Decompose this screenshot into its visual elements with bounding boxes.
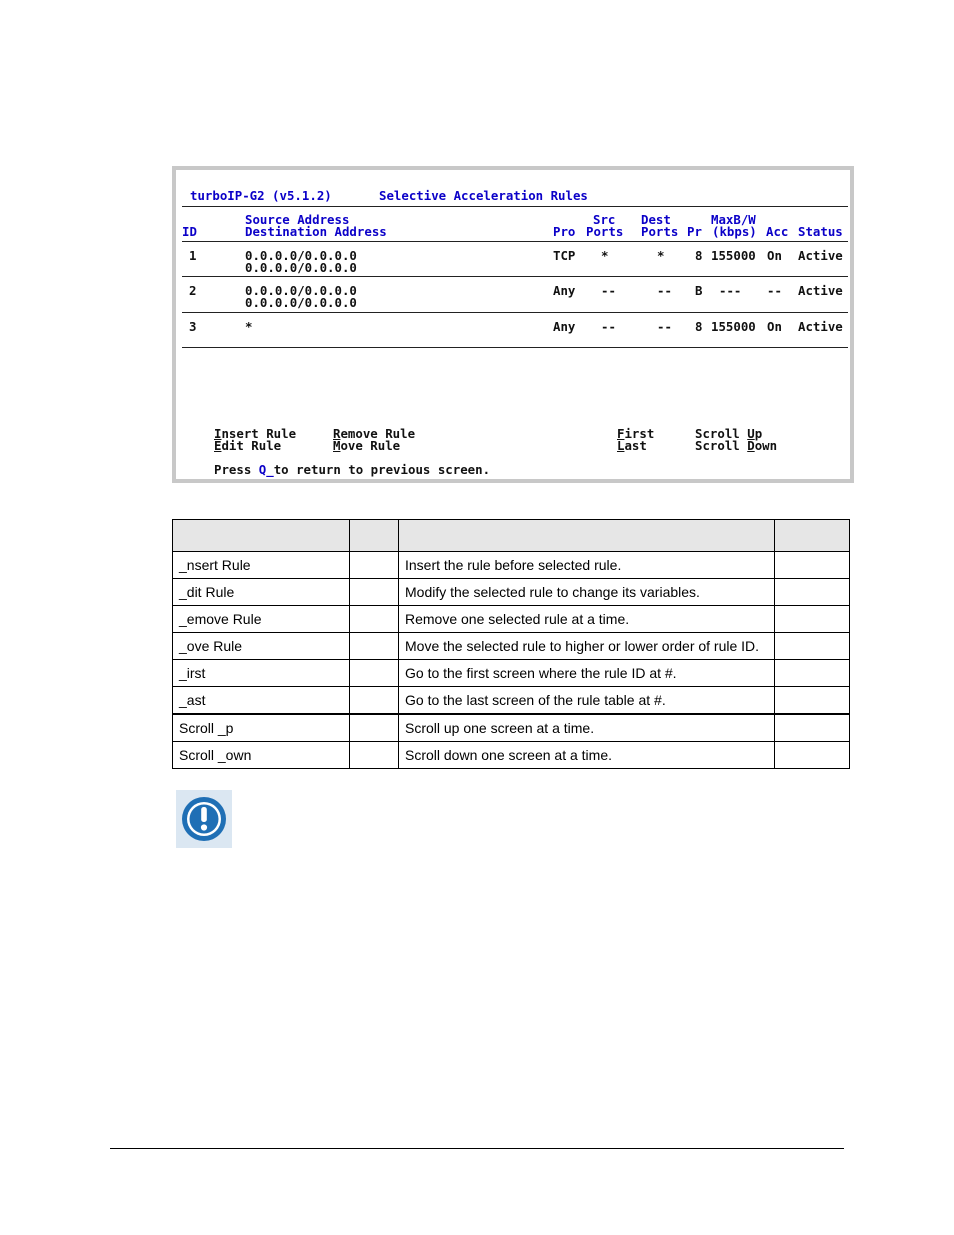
hotkey-d: D xyxy=(747,438,755,453)
rule-id[interactable]: 2 xyxy=(189,283,197,298)
menu-label: dit Rule xyxy=(221,438,282,453)
rule-id[interactable]: 3 xyxy=(189,319,197,334)
header-src: Src xyxy=(593,212,616,227)
rule-max-bandwidth: 155000 xyxy=(711,319,756,334)
command-description: Scroll down one screen at a time. xyxy=(399,742,775,769)
table-row xyxy=(173,660,850,687)
title-divider xyxy=(182,206,848,207)
command-key xyxy=(350,552,399,579)
hotkey-f: F xyxy=(617,426,625,441)
command-name: _dit Rule xyxy=(173,579,350,606)
command-key xyxy=(350,606,399,633)
important-exclamation-icon xyxy=(176,790,232,848)
rule-acceleration: -- xyxy=(767,283,782,298)
hotkey-l: L xyxy=(617,438,625,453)
table-row xyxy=(173,633,850,660)
command-key xyxy=(350,714,399,742)
terminal-title: turboIP-G2 (v5.1.2) xyxy=(190,188,332,203)
rule-source-address: 0.0.0.0/0.0.0.0 xyxy=(245,248,357,263)
rule-acceleration: On xyxy=(767,319,782,334)
prompt-text: to return to previous screen. xyxy=(273,462,491,477)
header-divider xyxy=(182,241,848,242)
rule-priority: B xyxy=(695,283,703,298)
header-pr: Pr xyxy=(687,224,702,239)
rule-priority: 8 xyxy=(695,248,703,263)
command-extra xyxy=(775,606,850,633)
rule-status: Active xyxy=(798,319,843,334)
table-row xyxy=(173,714,850,742)
command-name: _nsert Rule xyxy=(173,552,350,579)
hotkey-e: E xyxy=(214,438,222,453)
cursor: _ xyxy=(266,462,274,477)
command-description: Insert the rule before selected rule. xyxy=(399,552,775,579)
rule-id[interactable]: 1 xyxy=(189,248,197,263)
rule-source-address: * xyxy=(245,319,253,334)
rule-acceleration: On xyxy=(767,248,782,263)
terminal-screen xyxy=(176,170,850,479)
command-name: _irst xyxy=(173,660,350,687)
header-acc: Acc xyxy=(766,224,789,239)
footer-rule xyxy=(110,1148,844,1149)
rule-src-ports: -- xyxy=(601,283,616,298)
hotkey-u: U xyxy=(747,426,755,441)
command-key xyxy=(350,579,399,606)
command-name: _emove Rule xyxy=(173,606,350,633)
rule-status: Active xyxy=(798,248,843,263)
rule-max-bandwidth: 155000 xyxy=(711,248,756,263)
command-extra xyxy=(775,714,850,742)
command-description: Remove one selected rule at a time. xyxy=(399,606,775,633)
command-description: Scroll up one screen at a time. xyxy=(399,714,775,742)
rule-dest-ports: -- xyxy=(657,283,672,298)
header-kbps: (kbps) xyxy=(712,224,757,239)
command-description: Go to the first screen where the rule ID at #. xyxy=(399,660,775,687)
table-header-row xyxy=(173,520,850,552)
header-maxbw: MaxB/W xyxy=(711,212,756,227)
hotkey-m: M xyxy=(333,438,341,453)
command-extra xyxy=(775,633,850,660)
header-cell xyxy=(173,520,350,552)
menu-label: p xyxy=(754,426,763,441)
command-description: Go to the last screen of the rule table at #. xyxy=(399,687,775,715)
rule-dest-ports: -- xyxy=(657,319,672,334)
menu-label: ast xyxy=(624,438,647,453)
menu-label: nsert Rule xyxy=(221,426,297,441)
menu-edit-rule[interactable] xyxy=(214,440,281,452)
command-key xyxy=(350,660,399,687)
terminal-screenshot xyxy=(172,166,854,483)
table-bottom-divider xyxy=(182,347,848,348)
rule-protocol: Any xyxy=(553,319,576,334)
header-source-address: Source Address xyxy=(245,212,350,227)
command-key xyxy=(350,633,399,660)
screen-name: Selective Acceleration Rules xyxy=(379,188,588,203)
command-name: _ove Rule xyxy=(173,633,350,660)
command-key xyxy=(350,742,399,769)
rule-priority: 8 xyxy=(695,319,703,334)
table-row xyxy=(173,606,850,633)
rule-src-ports: * xyxy=(601,248,609,263)
rule-status: Active xyxy=(798,283,843,298)
command-extra xyxy=(775,660,850,687)
header-pro: Pro xyxy=(553,224,576,239)
rule-src-ports: -- xyxy=(601,319,616,334)
rule-source-address: 0.0.0.0/0.0.0.0 xyxy=(245,283,357,298)
hotkey-r: R xyxy=(333,426,341,441)
menu-scroll-down[interactable] xyxy=(695,440,777,452)
command-description: Modify the selected rule to change its variables. xyxy=(399,579,775,606)
command-name: _ast xyxy=(173,687,350,715)
header-status: Status xyxy=(798,224,843,239)
command-extra xyxy=(775,552,850,579)
table-row xyxy=(173,579,850,606)
command-name: Scroll _own xyxy=(173,742,350,769)
rule-protocol: Any xyxy=(553,283,576,298)
menu-last[interactable] xyxy=(617,440,647,452)
table-row xyxy=(173,687,850,715)
rule-max-bandwidth: --- xyxy=(719,283,742,298)
command-extra xyxy=(775,579,850,606)
header-src-ports: Ports xyxy=(586,224,624,239)
header-dest-ports: Ports xyxy=(641,224,679,239)
header-cell xyxy=(775,520,850,552)
command-extra xyxy=(775,687,850,715)
menu-label-prefix: Scroll xyxy=(695,426,748,441)
row-divider xyxy=(182,312,848,313)
return-prompt xyxy=(214,464,490,476)
command-name: Scroll _p xyxy=(173,714,350,742)
header-destination-address: Destination Address xyxy=(245,224,387,239)
menu-label: own xyxy=(754,438,778,453)
header-dest: Dest xyxy=(641,212,671,227)
command-key xyxy=(350,687,399,715)
table-row xyxy=(173,552,850,579)
command-description: Move the selected rule to higher or lower order of rule ID. xyxy=(399,633,775,660)
command-extra xyxy=(775,742,850,769)
menu-move-rule[interactable] xyxy=(333,440,400,452)
header-cell xyxy=(399,520,775,552)
header-id: ID xyxy=(182,224,197,239)
rule-destination-address: 0.0.0.0/0.0.0.0 xyxy=(245,260,357,275)
commands-table xyxy=(172,519,850,769)
table-row xyxy=(173,742,850,769)
rule-destination-address: 0.0.0.0/0.0.0.0 xyxy=(245,295,357,310)
menu-label: ove Rule xyxy=(340,438,401,453)
menu-label-prefix: Scroll xyxy=(695,438,748,453)
hotkey-i: I xyxy=(214,426,222,441)
hotkey-q[interactable]: Q xyxy=(258,462,267,477)
header-cell xyxy=(350,520,399,552)
prompt-prefix: Press xyxy=(214,462,259,477)
row-divider xyxy=(182,276,848,277)
menu-label: irst xyxy=(624,426,655,441)
rule-protocol: TCP xyxy=(553,248,576,263)
rule-dest-ports: * xyxy=(657,248,665,263)
menu-label: emove Rule xyxy=(340,426,416,441)
